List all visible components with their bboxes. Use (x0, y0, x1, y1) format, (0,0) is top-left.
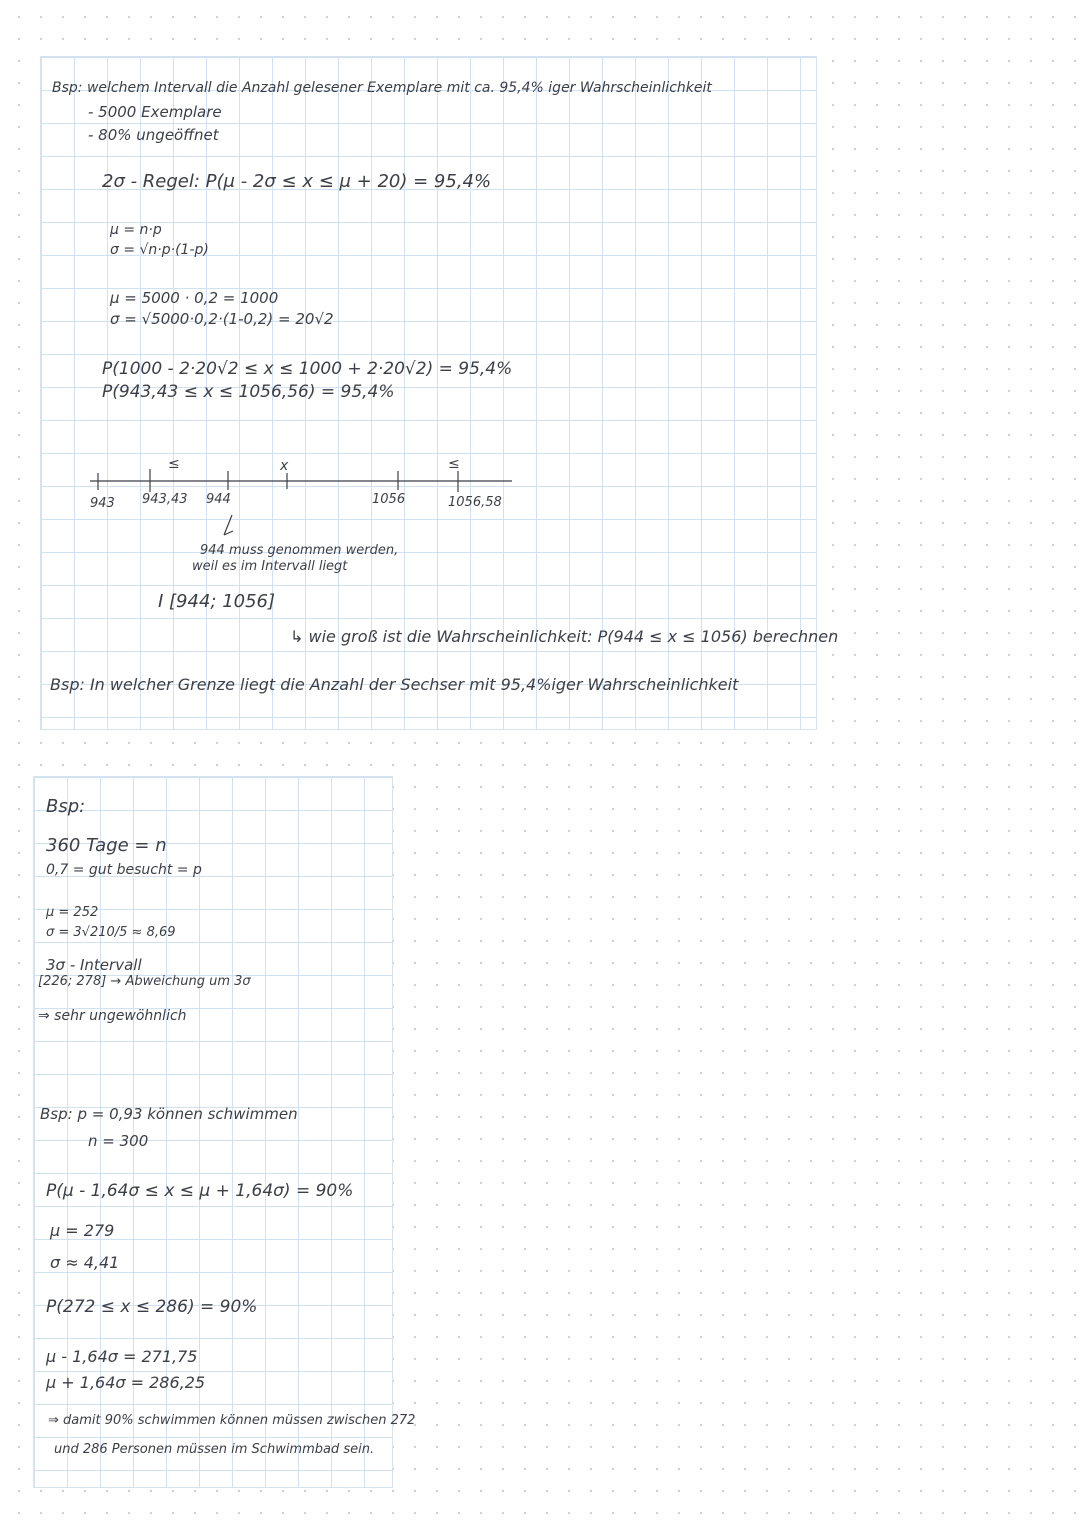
example-3-sigma: σ ≈ 4,41 (50, 1253, 120, 1272)
mark-leq-right: ≤ (448, 456, 460, 472)
followup-question: ↳ wie groß ist die Wahrscheinlichkeit: P(944 ≤ x ≤ 1056) berechnen (290, 627, 839, 646)
arrow-to-note (224, 515, 233, 535)
label-943-43: 943,43 (142, 492, 188, 507)
probability-line-1: P(1000 - 2·20√2 ≤ x ≤ 1000 + 2·20√2) = 95,4% (102, 359, 513, 379)
label-1056-58: 1056,58 (448, 495, 502, 510)
label-1056: 1056 (372, 492, 406, 507)
example-3-n: n = 300 (88, 1132, 149, 1150)
example-2-mu: μ = 252 (46, 905, 99, 920)
example-2-n: 360 Tage = n (46, 835, 167, 856)
formula-mu: μ = n·p (110, 222, 162, 238)
note-line-2: weil es im Intervall liegt (192, 559, 348, 574)
example-2-p: 0,7 = gut besucht = p (46, 862, 202, 878)
mark-leq-left: ≤ (168, 456, 180, 472)
example-2-conclusion: ⇒ sehr ungewöhnlich (38, 1008, 187, 1024)
probability-line-2: P(943,43 ≤ x ≤ 1056,56) = 95,4% (102, 382, 395, 402)
calc-mu: μ = 5000 · 0,2 = 1000 (110, 289, 279, 307)
mark-x: x (280, 458, 289, 474)
example-2-interval: [226; 278] → Abweichung um 3σ (38, 974, 251, 989)
label-943: 943 (90, 496, 115, 511)
two-sigma-rule: 2σ - Regel: P(μ - 2σ ≤ x ≤ μ + 20) = 95,4% (102, 171, 492, 192)
example-3-mu: μ = 279 (50, 1221, 115, 1240)
example-2-interval-title: 3σ - Intervall (46, 956, 142, 974)
interval-result: I [944; 1056] (158, 591, 276, 612)
note-line-1: 944 muss genommen werden, (200, 543, 399, 558)
example-1-bullet-unopened: - 80% ungeöffnet (88, 126, 219, 144)
calc-sigma: σ = √5000·0,2·(1-0,2) = 20√2 (110, 310, 334, 328)
sechser-question: Bsp: In welcher Grenze liegt die Anzahl der Sechser mit 95,4%iger Wahrscheinlichkeit (50, 675, 739, 694)
label-944: 944 (206, 492, 231, 507)
example-2-title: Bsp: (46, 796, 86, 817)
example-3-conclusion-1: ⇒ damit 90% schwimmen können müssen zwischen 272 (48, 1413, 416, 1428)
formula-sigma: σ = √n·p·(1-p) (110, 242, 209, 258)
example-1-bullet-copies: - 5000 Exemplare (88, 103, 222, 121)
example-2-sigma: σ = 3√210/5 ≈ 8,69 (46, 925, 176, 940)
example-3-interval: P(272 ≤ x ≤ 286) = 90% (46, 1297, 258, 1317)
example-3-lower: μ - 1,64σ = 271,75 (46, 1347, 198, 1366)
example-3-upper: μ + 1,64σ = 286,25 (46, 1373, 206, 1392)
example-3-probability: P(μ - 1,64σ ≤ x ≤ μ + 1,64σ) = 90% (46, 1181, 354, 1201)
example-3-title: Bsp: p = 0,93 können schwimmen (40, 1105, 298, 1123)
example-1-title: Bsp: welchem Intervall die Anzahl gelesener Exemplare mit ca. 95,4% iger Wahrscheinlichkeit (52, 80, 712, 96)
example-3-conclusion-2: und 286 Personen müssen im Schwimmbad sein. (54, 1442, 375, 1457)
